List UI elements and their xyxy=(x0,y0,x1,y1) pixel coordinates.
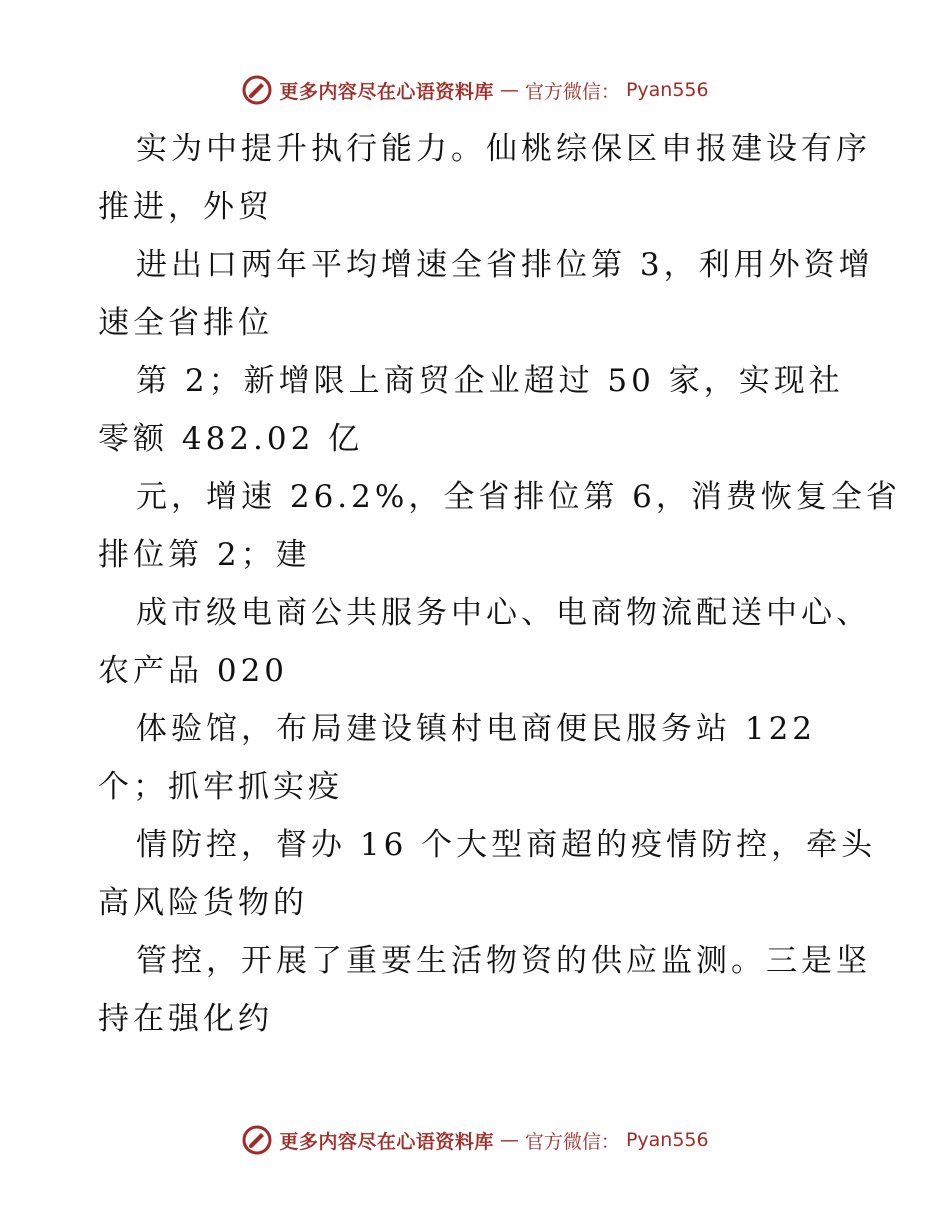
footer-wechat-label: 官方微信： xyxy=(524,1130,620,1153)
footer-banner xyxy=(0,1120,950,1160)
header-site-name: 更多内容尽在心语资料库 xyxy=(279,80,494,103)
text-line: 高风险货物的 xyxy=(98,885,308,921)
text-line: 实为中提升执行能力。仙桃综保区申报建设有序 xyxy=(136,131,871,167)
header-separator: — xyxy=(499,79,519,101)
text-line: 持在强化约 xyxy=(98,1001,273,1037)
brand-logo-icon xyxy=(241,1124,273,1156)
text-line: 体验馆，布局建设镇村电商便民服务站 122 xyxy=(136,711,817,747)
text-line: 速全省排位 xyxy=(98,305,273,341)
text-line: 农产品 020 xyxy=(98,653,289,689)
header-wechat-handle: Pyan556 xyxy=(625,79,709,101)
text-line: 成市级电商公共服务中心、电商物流配送中心、 xyxy=(136,595,871,631)
text-line: 个；抓牢抓实疫 xyxy=(98,769,343,805)
document-body xyxy=(98,120,901,1048)
text-line: 第 2；新增限上商贸企业超过 50 家，实现社 xyxy=(136,363,844,399)
header-banner xyxy=(0,70,950,110)
text-line: 零额 482.02 亿 xyxy=(98,421,364,457)
footer-wechat-handle: Pyan556 xyxy=(625,1129,709,1151)
footer-site-name: 更多内容尽在心语资料库 xyxy=(279,1130,494,1153)
text-line: 排位第 2；建 xyxy=(98,537,311,573)
brand-logo-icon xyxy=(241,74,273,106)
footer-separator: — xyxy=(499,1129,519,1151)
header-wechat-label: 官方微信： xyxy=(524,80,620,103)
text-line: 情防控，督办 16 个大型商超的疫情防控，牵头 xyxy=(136,827,877,863)
text-line: 推进，外贸 xyxy=(98,189,273,225)
text-line: 元，增速 26.2%，全省排位第 6，消费恢复全省 xyxy=(136,479,901,515)
text-line: 进出口两年平均增速全省排位第 3，利用外资增 xyxy=(136,247,874,283)
text-line: 管控，开展了重要生活物资的供应监测。三是坚 xyxy=(136,943,871,979)
